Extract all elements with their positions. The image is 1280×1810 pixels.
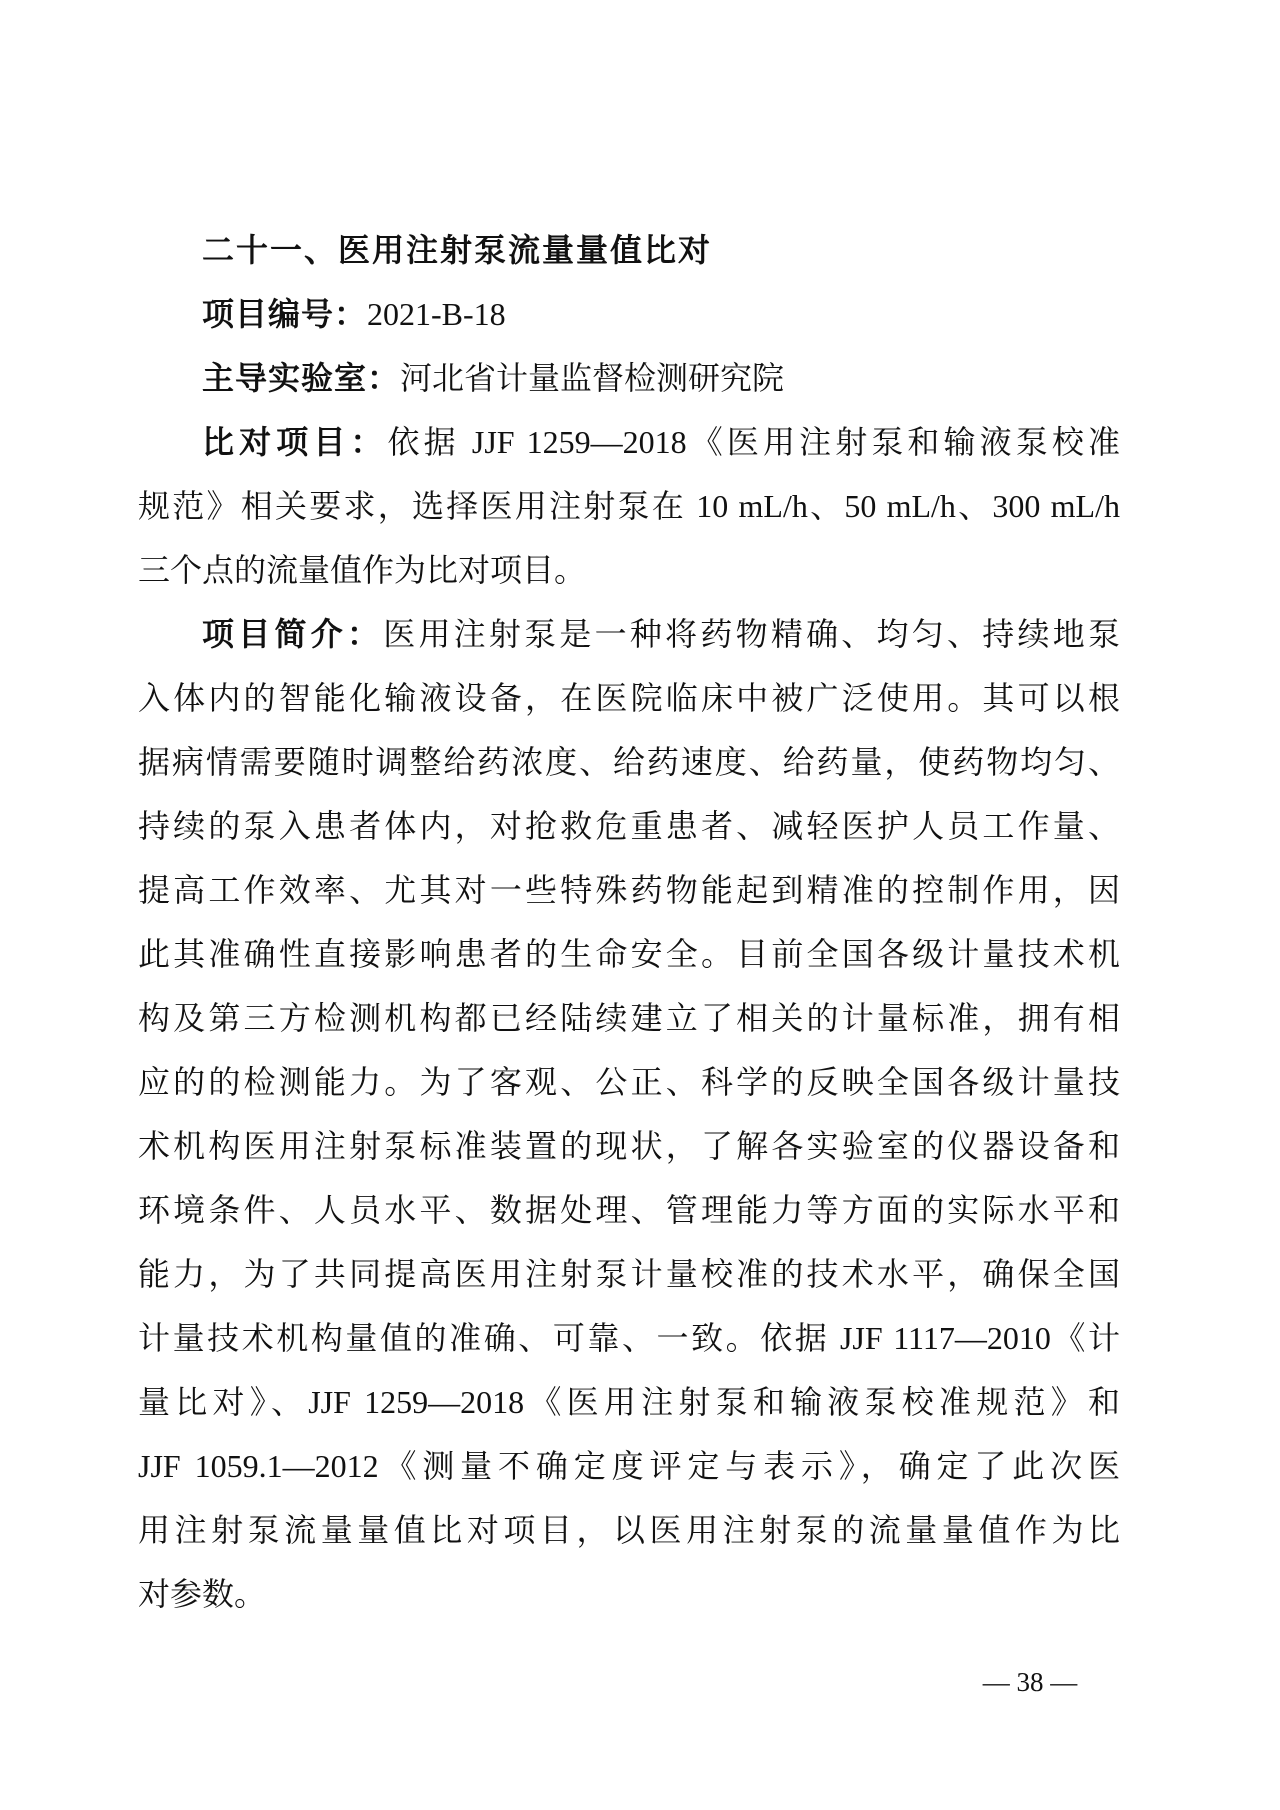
body-text-line — [138, 538, 1120, 602]
line-text: 计量技术机构量值的准确、可靠、一致。依据 JJF 1117—2010《计 — [138, 1320, 1120, 1356]
body-text-line — [138, 1434, 1120, 1498]
line-text: 入体内的智能化输液设备，在医院临床中被广泛使用。其可以根 — [138, 680, 1120, 716]
field-value: 2021-B-18 — [367, 296, 506, 332]
page-number: — 38 — — [982, 1667, 1078, 1697]
field-value: 河北省计量监督检测研究院 — [400, 360, 785, 396]
field-comparison-item — [138, 410, 1120, 474]
field-project-intro — [138, 602, 1120, 666]
body-text-line — [138, 1114, 1120, 1178]
body-text-line — [138, 1050, 1120, 1114]
line-text: 持续的泵入患者体内，对抢救危重患者、减轻医护人员工作量、 — [138, 808, 1120, 844]
body-text-line — [138, 1178, 1120, 1242]
line-text: 术机构医用注射泵标准装置的现状，了解各实验室的仪器设备和 — [138, 1128, 1120, 1164]
section-heading — [138, 218, 1120, 282]
line-text: 构及第三方检测机构都已经陆续建立了相关的计量标准，拥有相 — [138, 1000, 1120, 1036]
line-text: 环境条件、人员水平、数据处理、管理能力等方面的实际水平和 — [138, 1192, 1120, 1228]
field-label: 项目简介： — [202, 616, 384, 652]
body-text-line — [138, 666, 1120, 730]
body-text-line — [138, 1562, 1120, 1626]
line-text: 此其准确性直接影响患者的生命安全。目前全国各级计量技术机 — [138, 936, 1120, 972]
line-text: 量比对》、JJF 1259—2018《医用注射泵和输液泵校准规范》和 — [138, 1384, 1120, 1420]
body-text-line — [138, 1498, 1120, 1562]
body-text-line — [138, 474, 1120, 538]
line-text: 医用注射泵是一种将药物精确、均匀、持续地泵 — [383, 616, 1120, 652]
field-label: 主导实验室： — [202, 360, 401, 396]
field-label: 项目编号： — [202, 296, 368, 332]
line-text: 能力，为了共同提高医用注射泵计量校准的技术水平，确保全国 — [138, 1256, 1120, 1292]
field-label: 比对项目： — [202, 424, 388, 460]
line-text: 应的的检测能力。为了客观、公正、科学的反映全国各级计量技 — [138, 1064, 1120, 1100]
body-text-line — [138, 986, 1120, 1050]
document-body — [138, 218, 1120, 1626]
line-text: 提高工作效率、尤其对一些特殊药物能起到精准的控制作用，因 — [138, 872, 1120, 908]
field-project-number — [138, 282, 1120, 346]
body-text-line — [138, 858, 1120, 922]
body-text-line — [138, 794, 1120, 858]
line-text: 三个点的流量值作为比对项目。 — [138, 552, 587, 588]
body-text-line — [138, 922, 1120, 986]
section-heading-text: 二十一、医用注射泵流量量值比对 — [202, 232, 713, 268]
line-text: 对参数。 — [138, 1576, 267, 1612]
line-text: 规范》相关要求，选择医用注射泵在 10 mL/h、50 mL/h、300 mL/h — [138, 488, 1120, 524]
body-text-line — [138, 1370, 1120, 1434]
body-text-line — [138, 730, 1120, 794]
line-text: JJF 1059.1—2012《测量不确定度评定与表示》，确定了此次医 — [138, 1448, 1120, 1484]
body-text-line — [138, 1306, 1120, 1370]
line-text: 用注射泵流量量值比对项目，以医用注射泵的流量量值作为比 — [138, 1512, 1120, 1548]
line-text: 据病情需要随时调整给药浓度、给药速度、给药量，使药物均匀、 — [138, 744, 1120, 780]
line-text: 依据 JJF 1259—2018《医用注射泵和输液泵校准 — [387, 424, 1120, 460]
body-text-line — [138, 1242, 1120, 1306]
field-lead-laboratory — [138, 346, 1120, 410]
